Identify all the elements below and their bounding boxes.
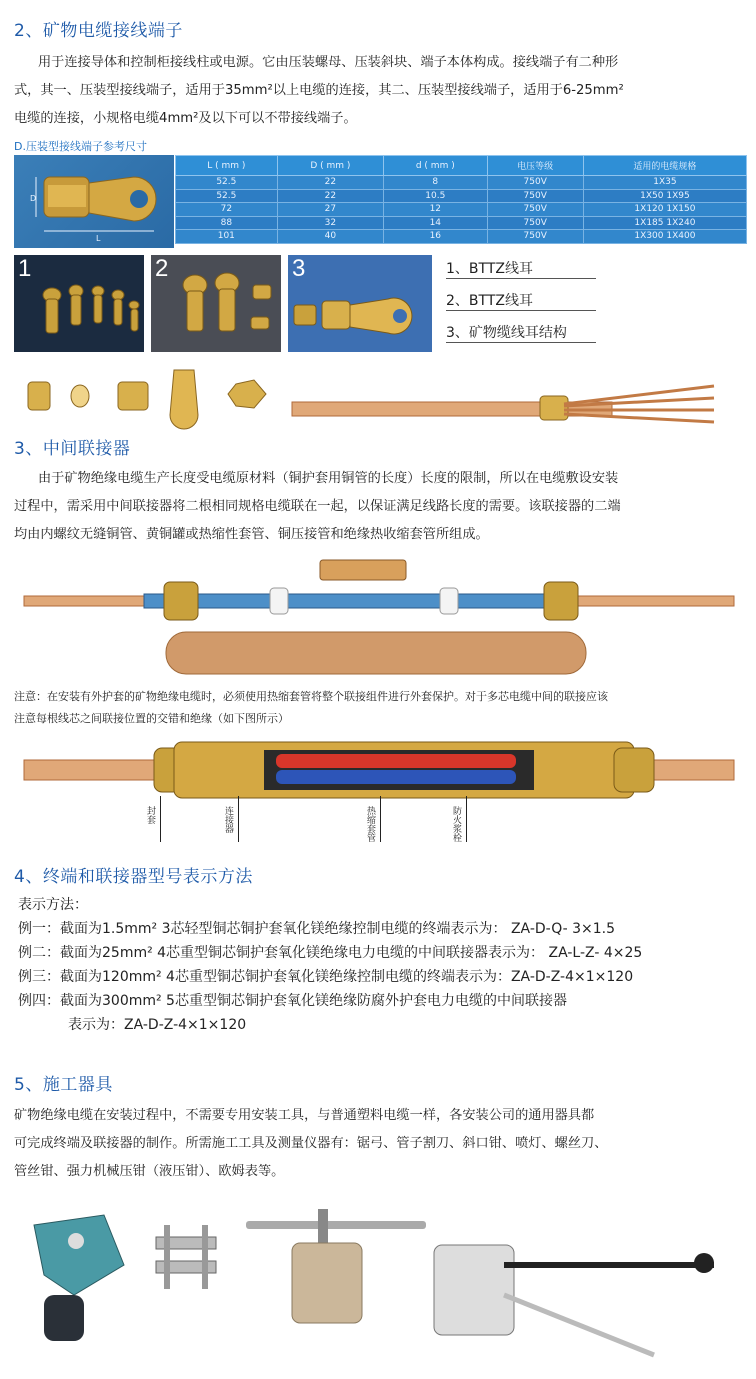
label-seal-sleeve: 封套 — [145, 806, 155, 824]
table-cell: 14 — [384, 216, 487, 230]
table-cell: 750V — [487, 189, 583, 203]
col-header: 电压等级 — [487, 156, 583, 176]
table-cell: 750V — [487, 203, 583, 217]
table-cell: 10.5 — [384, 189, 487, 203]
terminal-dimension-photo — [14, 155, 174, 248]
example-2: 例二：截面为25mm² 4芯重型铜芯铜护套氧化镁绝缘电力电缆的中间联接器表示为： ZA-L-Z- 4×25 — [18, 945, 643, 961]
joint-connector-illustration — [14, 552, 744, 682]
table-cell: 1X300 1X400 — [583, 230, 746, 244]
table-row — [176, 230, 747, 244]
photo-caption-3: 3、矿物缆线耳结构 — [446, 322, 596, 343]
photo-caption-1: 1、BTTZ线耳 — [446, 258, 596, 279]
example-3: 例三：截面为120mm² 4芯重型铜芯铜护套氧化镁绝缘控制电缆的终端表示为：ZA-D-Z-4×1×120 — [18, 969, 634, 985]
section5-line3: 管丝钳、强力机械压钳（液压钳）、欧姆表等。 — [14, 1164, 285, 1179]
section3-line2: 过程中，需采用中间联接器将二根相同规格电缆联在一起，以保证满足线路长度的需要。该联接器的二端 — [14, 499, 621, 514]
section2-line3: 电缆的连接，小规格电缆4mm²及以下可以不带接线端子。 — [14, 111, 357, 126]
example-4-continued: 表示为：ZA-D-Z-4×1×120 — [68, 1017, 247, 1033]
example-1: 例一：截面为1.5mm² 3芯轻型铜芯铜护套氧化镁绝缘控制电缆的终端表示为： ZA-D-Q- 3×1.5 — [18, 921, 616, 937]
product-photo-3 — [288, 255, 432, 352]
table-cell: 8 — [384, 176, 487, 190]
table-cell: 22 — [277, 189, 383, 203]
section2-line2: 式，其一、压装型接线端子，适用于35mm²以上电缆的连接，其二、压装型接线端子，适用于6-25mm² — [14, 83, 624, 98]
table-row — [176, 189, 747, 203]
example-intro: 表示方法： — [18, 897, 88, 913]
table-cell: 88 — [176, 216, 278, 230]
col-header: d ( mm ) — [384, 156, 487, 176]
table-cell: 750V — [487, 216, 583, 230]
table-cell: 1X35 — [583, 176, 746, 190]
note-line2: 注意每根线芯之间联接位置的交错和绝缘（如下图所示） — [14, 712, 289, 725]
table-row — [176, 203, 747, 217]
spec-table — [175, 155, 747, 244]
table-cell: 12 — [384, 203, 487, 217]
svg-text:D: D — [30, 194, 37, 203]
section5-line1: 矿物绝缘电缆在安装过程中，不需要专用安装工具，与普通塑料电缆一样，各安装公司的通用器具都 — [14, 1108, 595, 1123]
photo-number: 2 — [155, 255, 169, 282]
table-row — [176, 176, 747, 190]
table-cell: 32 — [277, 216, 383, 230]
table-row — [176, 216, 747, 230]
terminal-parts-illustration — [14, 360, 744, 430]
clamp-icon — [156, 1225, 216, 1289]
label-heat-shrink: 热缩套管 — [365, 806, 375, 842]
table-cell: 52.5 — [176, 176, 278, 190]
col-header: L ( mm ) — [176, 156, 278, 176]
product-photo-2 — [151, 255, 281, 352]
product-photo-1 — [14, 255, 144, 352]
label-fireproof-plug: 防火浆栓 — [451, 806, 461, 842]
photo-number: 1 — [18, 255, 32, 282]
section5-line2: 可完成终端及联接器的制作。所需施工工具及测量仪器有：锯弓、管子割刀、斜口钳、喷灯、螺丝刀、 — [14, 1136, 608, 1151]
table-cell: 22 — [277, 176, 383, 190]
table-cell: 1X120 1X150 — [583, 203, 746, 217]
table-cell: 1X185 1X240 — [583, 216, 746, 230]
col-header: D ( mm ) — [277, 156, 383, 176]
section4-heading: 4、终端和联接器型号表示方法 — [14, 867, 253, 887]
spec-table-title: D.压装型接线端子参考尺寸 — [14, 140, 147, 153]
hydraulic-crimper-icon — [434, 1245, 714, 1355]
pipe-cutter-icon — [34, 1215, 124, 1341]
section3-line3: 均由内螺纹无缝铜管、黄铜罐或热缩性套管、铜压接管和绝缘热收缩套管所组成。 — [14, 527, 489, 542]
installation-tools-illustration — [14, 1205, 744, 1365]
label-connector: 连接器 — [223, 806, 233, 833]
table-cell: 101 — [176, 230, 278, 244]
table-cell: 40 — [277, 230, 383, 244]
svg-text:L: L — [96, 234, 101, 243]
flaring-tool-icon — [246, 1209, 426, 1323]
example-4: 例四：截面为300mm² 5芯重型铜芯铜护套氧化镁绝缘防腐外护套电力电缆的中间联接器 — [18, 993, 567, 1009]
table-header-row — [176, 156, 747, 176]
table-cell: 1X50 1X95 — [583, 189, 746, 203]
col-header: 适用的电缆规格 — [583, 156, 746, 176]
section3-heading: 3、中间联接器 — [14, 439, 131, 459]
note-line1: 注意：在安装有外护套的矿物绝缘电缆时，必须使用热缩套管将整个联接组件进行外套保护。对于多芯电缆中间的联接应该 — [14, 690, 608, 703]
table-cell: 16 — [384, 230, 487, 244]
section3-line1: 由于矿物绝缘电缆生产长度受电缆原材料（铜护套用铜管的长度）长度的限制，所以在电缆敷设安装 — [38, 471, 619, 486]
photo-number: 3 — [292, 255, 306, 282]
table-cell: 750V — [487, 176, 583, 190]
table-cell: 52.5 — [176, 189, 278, 203]
multicore-joint-diagram — [14, 738, 744, 810]
table-cell: 27 — [277, 203, 383, 217]
section2-heading: 2、矿物电缆接线端子 — [14, 21, 183, 41]
section2-line1: 用于连接导体和控制柜接线柱或电源。它由压装螺母、压装斜块、端子本体构成。接线端子有二种形 — [38, 55, 619, 70]
table-cell: 72 — [176, 203, 278, 217]
photo-caption-2: 2、BTTZ线耳 — [446, 290, 596, 311]
table-cell: 750V — [487, 230, 583, 244]
section5-heading: 5、施工器具 — [14, 1075, 113, 1095]
